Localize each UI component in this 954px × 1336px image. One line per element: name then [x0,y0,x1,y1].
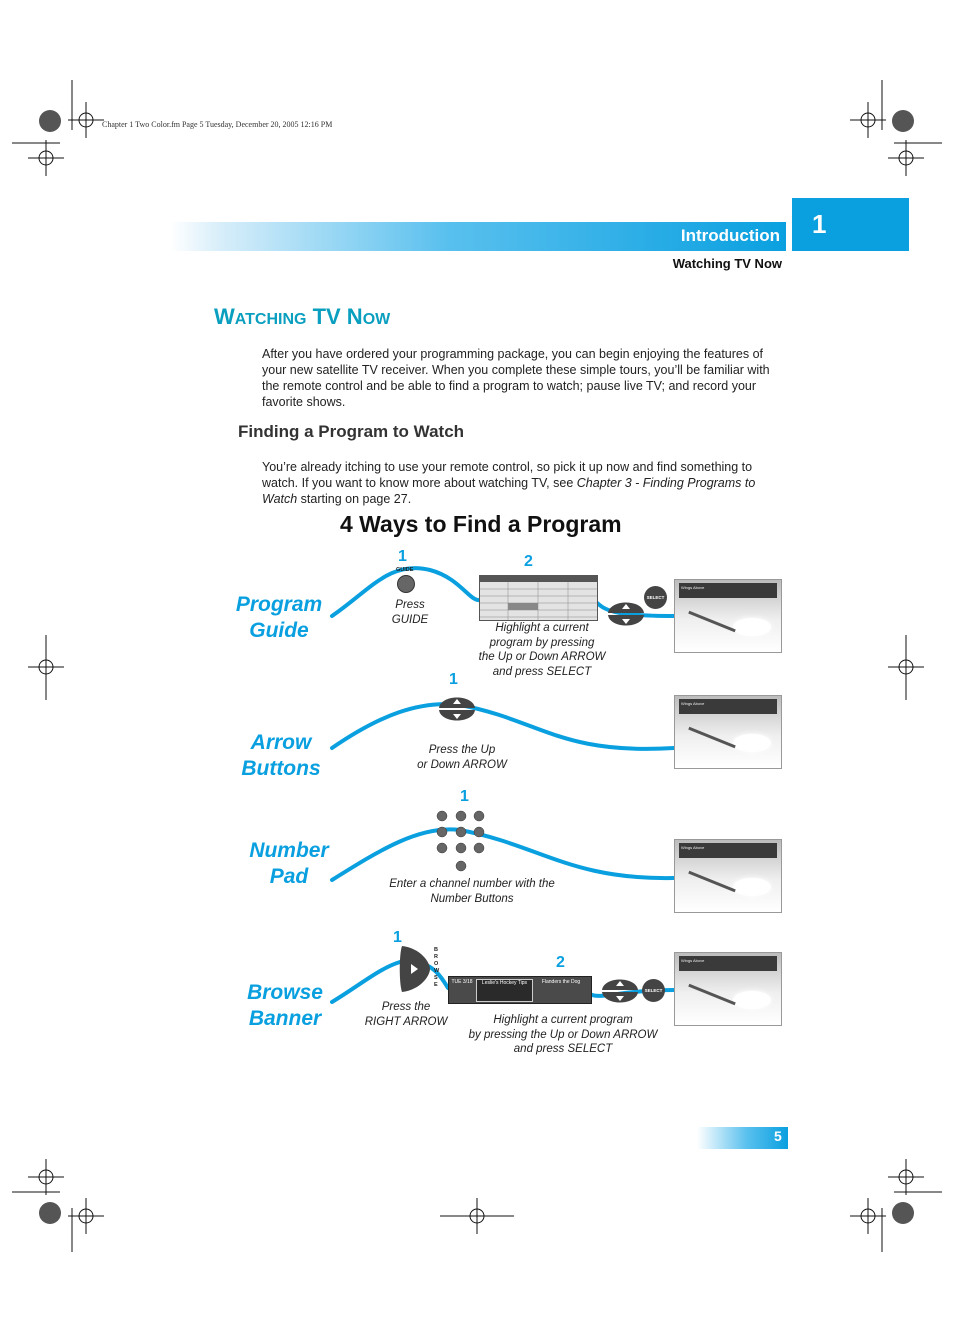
banner-program-next: Flanders the Dog [541,979,581,985]
right-arrow-button-icon [398,944,432,994]
banner-program-current: Leslie's Hockey Tips [476,979,533,1002]
way2-step1-caption-line2: or Down ARROW [417,758,507,771]
way2-step1-number: 1 [449,671,458,688]
tv-screen-3 [674,839,782,913]
way2-step1-caption [402,743,522,772]
browse-label: BROWSE [434,947,440,988]
tv-screen-4 [674,952,782,1026]
tv-banner-text: Wings Above [681,585,705,590]
way4-step2-caption [452,1013,674,1057]
way-label-program-guide [226,592,332,644]
page-number: 5 [774,1128,782,1144]
way2-label-line2: Buttons [241,757,321,780]
way3-step1-number: 1 [460,788,469,805]
way4-label-line1: Browse [247,981,323,1004]
way1-step1-caption-line2: GUIDE [391,613,429,626]
up-down-arrow-rocker-icon [437,688,477,730]
way3-label-line1: Number [249,839,329,862]
way4-label-line2: Banner [248,1007,322,1030]
guide-button-icon [397,575,415,593]
way1-step2-caption-line4: and press SELECT [492,665,592,678]
section-title-part3: OW [362,311,391,328]
number-pad-icon [434,808,490,874]
subsection-title: Finding a Program to Watch [238,422,465,441]
way1-label-line2: Guide [249,619,309,642]
section-title-w: W [214,304,235,329]
way3-step1-caption [372,877,572,906]
diagram-title: 4 Ways to Find a Program [340,511,622,537]
tv-screen-2 [674,695,782,769]
header-subtitle: Watching TV Now [672,256,782,271]
way4-step1-caption-line1: Press the [381,1001,431,1013]
tv-banner-text: Wings Above [681,958,705,963]
banner-date: TUE 3/18 [451,979,473,985]
way1-step1-caption [370,598,450,627]
way4-step1-caption-line2: RIGHT ARROW [364,1015,448,1028]
way4-step1-number: 1 [393,929,402,946]
way1-step2-caption-line3: the Up or Down ARROW [478,651,606,663]
program-guide-grid-icon [480,576,597,620]
way2-label-line1: Arrow [250,731,312,754]
way4-step2-caption-line1: Highlight a current program [493,1014,633,1026]
chapter-reference: Chapter 3 - Finding Programs to Watch [262,476,756,506]
way1-step2-caption-line1: Highlight a current [495,622,589,634]
way-label-arrow-buttons [228,730,334,782]
way1-step2-caption [462,621,622,679]
select-button-icon: SELECT [644,586,667,609]
way3-step1-caption-line1: Enter a channel number with the [389,878,555,890]
up-down-arrow-rocker-icon [600,970,640,1012]
tv-banner-text: Wings Above [681,845,705,850]
way1-label-line1: Program [235,593,323,616]
way3-label-line2: Pad [269,865,309,888]
way-label-browse-banner [232,980,338,1032]
select-button-icon: SELECT [642,979,665,1002]
chapter-number: 1 [812,209,827,239]
program-guide-screen [479,575,598,621]
way1-step2-number: 2 [524,553,533,570]
section-title-part1: ATCHING [234,311,307,328]
header-title: Introduction [680,226,780,245]
way4-step2-caption-line2: by pressing the Up or Down ARROW [468,1028,658,1041]
section-title-part2: TV N [306,304,363,329]
way4-step1-caption [356,1000,456,1029]
printer-line: Chapter 1 Two Color.fm Page 5 Tuesday, December 20, 2005 12:16 PM [102,120,333,129]
subsection-paragraph-end: starting on page 27. [297,492,412,506]
way1-step2-caption-line2: program by pressing [489,636,595,649]
intro-paragraph: After you have ordered your programming package, you can begin enjoying the features of your new satellite TV receiver. When you complete these simple tours, you’ll be familiar with the remote control and be able to find a program to watch; pause live TV; and record your favorite shows. [262,347,770,409]
subsection-paragraph-start: You’re already itching to use your remote control, so pick it up now and find something to watch. If you want to know more about watching TV, see [262,460,753,490]
way-label-number-pad [236,838,342,890]
way1-step1-number: 1 [398,548,407,565]
way1-step1-caption-line1: Press [395,599,425,611]
guide-button-label: GUIDE [396,567,414,573]
way2-step1-caption-line1: Press the Up [428,744,496,756]
way4-step2-caption-line3: and press SELECT [513,1043,613,1055]
tv-banner-text: Wings Above [681,701,705,706]
browse-banner-screen [448,976,592,1004]
way4-step2-number: 2 [556,954,565,971]
way3-step1-caption-line2: Number Buttons [430,892,514,905]
tv-screen-1 [674,579,782,653]
